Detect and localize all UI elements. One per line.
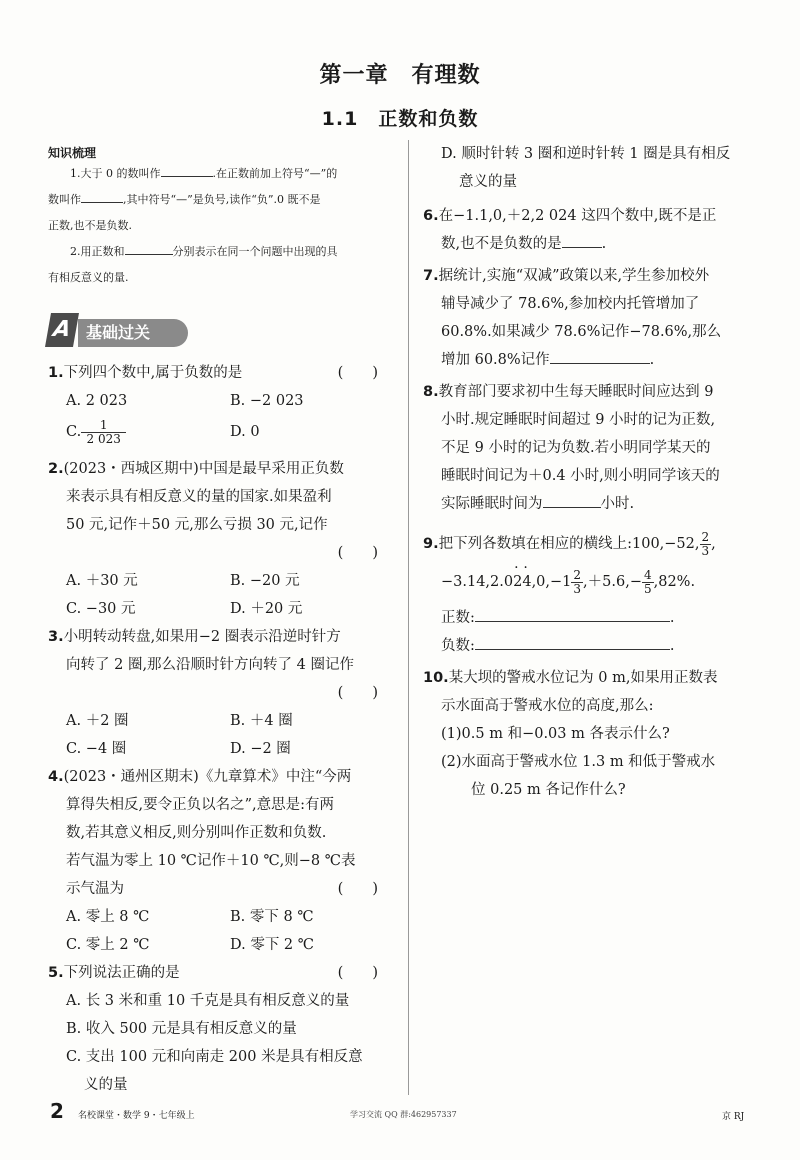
chapter-title: 第一章 有理数 — [319, 63, 481, 88]
option-a: A. 2 023 — [66, 393, 128, 409]
question-text: 50 元,记作＋50 元,那么亏损 30 元,记作 — [66, 517, 328, 533]
fraction — [700, 531, 712, 558]
section-banner — [48, 311, 394, 355]
question-text: , — [711, 536, 716, 552]
option-c: C. 零上 2 ℃ — [66, 937, 150, 953]
question-text: 向转了 2 圈,那么沿顺时针方向转了 4 圈记作 — [66, 657, 354, 673]
answer-paren: ( ) — [337, 365, 378, 381]
numerator: 4 — [643, 567, 652, 582]
fraction — [571, 569, 583, 596]
positive-label: 正数: — [441, 610, 475, 626]
question-text: 小时.规定睡眠时间超过 9 小时的记为正数, — [441, 412, 716, 428]
kb-blank — [161, 164, 213, 177]
question-6 — [423, 202, 768, 258]
knowledge-heading: 知识梳理 — [48, 146, 97, 160]
negative-blank — [475, 633, 670, 650]
question-text: 下列四个数中,属于负数的是 — [63, 365, 243, 381]
answer-blank — [562, 231, 602, 248]
question-number: 10. — [423, 670, 449, 686]
question-number: 6. — [423, 208, 439, 224]
question-text: 增加 60.8%记作 — [441, 352, 550, 368]
question-1 — [48, 359, 394, 449]
kb-text: 正数,也不是负数. — [48, 219, 132, 232]
banner-letter: A — [45, 313, 79, 347]
option-b: B. −2 023 — [230, 393, 304, 409]
options — [48, 387, 394, 449]
answer-paren: ( ) — [337, 545, 378, 561]
option-d: D. −2 圈 — [230, 741, 291, 757]
question-text: . — [669, 638, 675, 654]
question-text: 据统计,实施“双减”政策以来,学生参加校外 — [438, 268, 710, 284]
knowledge-text — [48, 161, 394, 291]
option-d: D. ＋20 元 — [230, 601, 303, 617]
question-text: 若气温为零上 10 ℃记作＋10 ℃,则−8 ℃表 — [66, 853, 356, 869]
question-number: 1. — [48, 365, 64, 381]
question-text: 教育部门要求初中生每天睡眠时间应达到 9 — [438, 384, 714, 400]
denominator: 5 — [643, 581, 652, 596]
question-number: 7. — [423, 268, 439, 284]
question-3 — [48, 623, 394, 763]
question-text: 数,若其意义相反,则分别叫作正数和负数. — [66, 825, 327, 841]
question-text: 小明转动转盘,如果用−2 圈表示沿逆时针方 — [63, 629, 341, 645]
question-text: 数,也不是负数的是 — [441, 236, 562, 252]
option-d: D. 顺时针转 3 圈和逆时针转 1 圈是具有相反 — [441, 146, 731, 162]
question-number: 5. — [48, 965, 64, 981]
option-c: C. −30 元 — [66, 601, 136, 617]
question-text: 下列说法正确的是 — [63, 965, 180, 981]
question-text: 辅导减少了 78.6%,参加校内托管增加了 — [441, 296, 700, 312]
kb-blank — [81, 190, 123, 203]
question-text: 把下列各数填在相应的横线上:100,−52, — [438, 536, 700, 552]
fraction — [81, 419, 163, 446]
sub-question-1: (1)0.5 m 和−0.03 m 各表示什么? — [441, 726, 670, 742]
question-text: ,0,−1 — [531, 574, 572, 590]
numerator: 1 — [81, 419, 126, 433]
left-column — [48, 140, 394, 1099]
section-title: 1.1 正数和负数 — [321, 108, 479, 130]
question-text: ,82%. — [653, 574, 696, 590]
banner-label: 基础过关 — [78, 319, 188, 347]
question-text: 示水面高于警戒水位的高度,那么: — [441, 698, 654, 714]
option-b: B. −20 元 — [230, 573, 300, 589]
option-c — [66, 415, 230, 449]
question-7 — [423, 262, 768, 374]
question-text: . — [649, 352, 655, 368]
repeating-digit: · 4 — [522, 562, 531, 602]
options — [48, 707, 394, 763]
repeating-digit: · 2 — [513, 562, 522, 602]
kb-text: 有相反意义的量. — [48, 271, 129, 284]
option-a: A. 长 3 米和重 10 千克是具有相反意义的量 — [66, 993, 350, 1009]
question-text: . — [601, 236, 607, 252]
option-c-cont: 义的量 — [84, 1077, 128, 1093]
answer-paren: ( ) — [337, 965, 378, 981]
question-text: ,＋5.6,− — [583, 574, 642, 590]
options — [48, 903, 394, 959]
question-text: (2023・西城区期中)中国是最早采用正负数 — [63, 461, 344, 477]
denominator: 3 — [701, 543, 710, 558]
question-text: 实际睡眠时间为 — [441, 496, 543, 512]
answer-paren: ( ) — [337, 881, 378, 897]
option-d: D. 0 — [230, 424, 260, 440]
option-a: A. ＋2 圈 — [66, 713, 129, 729]
kb-blank — [125, 242, 173, 255]
option-a: A. 零上 8 ℃ — [66, 909, 150, 925]
question-number: 3. — [48, 629, 64, 645]
question-4 — [48, 763, 394, 959]
option-b: B. 零下 8 ℃ — [230, 909, 314, 925]
option-c: C. 支出 100 元和向南走 200 米是具有相反意 — [66, 1049, 363, 1065]
question-text: 某大坝的警戒水位记为 0 m,如果用正数表 — [448, 670, 718, 686]
kb-text: 数叫作 — [48, 193, 81, 206]
question-number: 4. — [48, 769, 64, 785]
sub-question-2-cont: 位 0.25 m 各记作什么? — [471, 782, 626, 798]
kb-text: 2.用正数和 — [70, 245, 125, 258]
kb-text: 分别表示在同一个问题中出现的具 — [172, 245, 338, 258]
option-b: B. 收入 500 元是具有相反意义的量 — [66, 1021, 297, 1037]
kb-text: 1.大于 0 的数叫作 — [70, 167, 161, 180]
option-c-label: C. — [66, 424, 82, 440]
kb-text: .在正数前加上符号“—”的 — [212, 167, 338, 180]
question-text: . — [669, 610, 675, 626]
question-text: 算得失相反,要令正负以名之”,意思是:有两 — [66, 797, 335, 813]
question-text: (2023・通州区期末)《九章算术》中注“今两 — [63, 769, 352, 785]
question-text: 睡眠时间记为＋0.4 小时,则小明同学该天的 — [441, 468, 720, 484]
question-2 — [48, 455, 394, 623]
positive-blank — [475, 605, 670, 622]
question-text: 示气温为 — [66, 881, 124, 897]
numerator: 2 — [573, 567, 582, 582]
answer-blank — [550, 347, 650, 364]
question-number: 2. — [48, 461, 64, 477]
column-divider — [408, 140, 409, 1095]
question-number: 8. — [423, 384, 439, 400]
question-number: 9. — [423, 536, 439, 552]
answer-blank — [543, 491, 601, 508]
question-text: 小时. — [600, 496, 635, 512]
right-column — [423, 140, 768, 804]
option-c: C. −4 圈 — [66, 741, 127, 757]
options — [48, 567, 394, 623]
question-text: 在−1.1,0,＋2,2 024 这四个数中,既不是正 — [438, 208, 717, 224]
option-d: D. 零下 2 ℃ — [230, 937, 314, 953]
fraction — [642, 569, 654, 596]
question-9 — [423, 526, 768, 660]
numerator: 2 — [701, 529, 710, 544]
qq-group: 学习交流 QQ 群:462957337 — [350, 1110, 457, 1119]
option-b: B. ＋4 圈 — [230, 713, 293, 729]
book-title: 名校课堂・数学 9・七年级上 — [78, 1111, 195, 1121]
page-number: 2 — [50, 1099, 64, 1123]
question-5 — [48, 959, 394, 1099]
question-10 — [423, 664, 768, 804]
question-8 — [423, 378, 768, 518]
edition-tag: 京 RJ — [722, 1112, 745, 1122]
kb-text: ,其中符号“—”是负号,读作“负”.0 既不是 — [123, 193, 321, 206]
question-5-continued — [423, 140, 768, 196]
question-text: 来表示具有相反意义的量的国家.如果盈利 — [66, 489, 332, 505]
question-text: 60.8%.如果减少 78.6%记作−78.6%,那么 — [441, 324, 722, 340]
negative-label: 负数: — [441, 638, 475, 654]
sub-question-2: (2)水面高于警戒水位 1.3 m 和低于警戒水 — [441, 754, 716, 770]
option-d-cont: 意义的量 — [459, 174, 517, 190]
option-a: A. ＋30 元 — [66, 573, 138, 589]
question-text: 不足 9 小时的记为负数.若小明同学某天的 — [441, 440, 711, 456]
denominator: 2 023 — [86, 431, 121, 446]
answer-paren: ( ) — [337, 685, 378, 701]
denominator: 3 — [573, 581, 582, 596]
question-text: −3.14,2.0 — [441, 574, 514, 590]
